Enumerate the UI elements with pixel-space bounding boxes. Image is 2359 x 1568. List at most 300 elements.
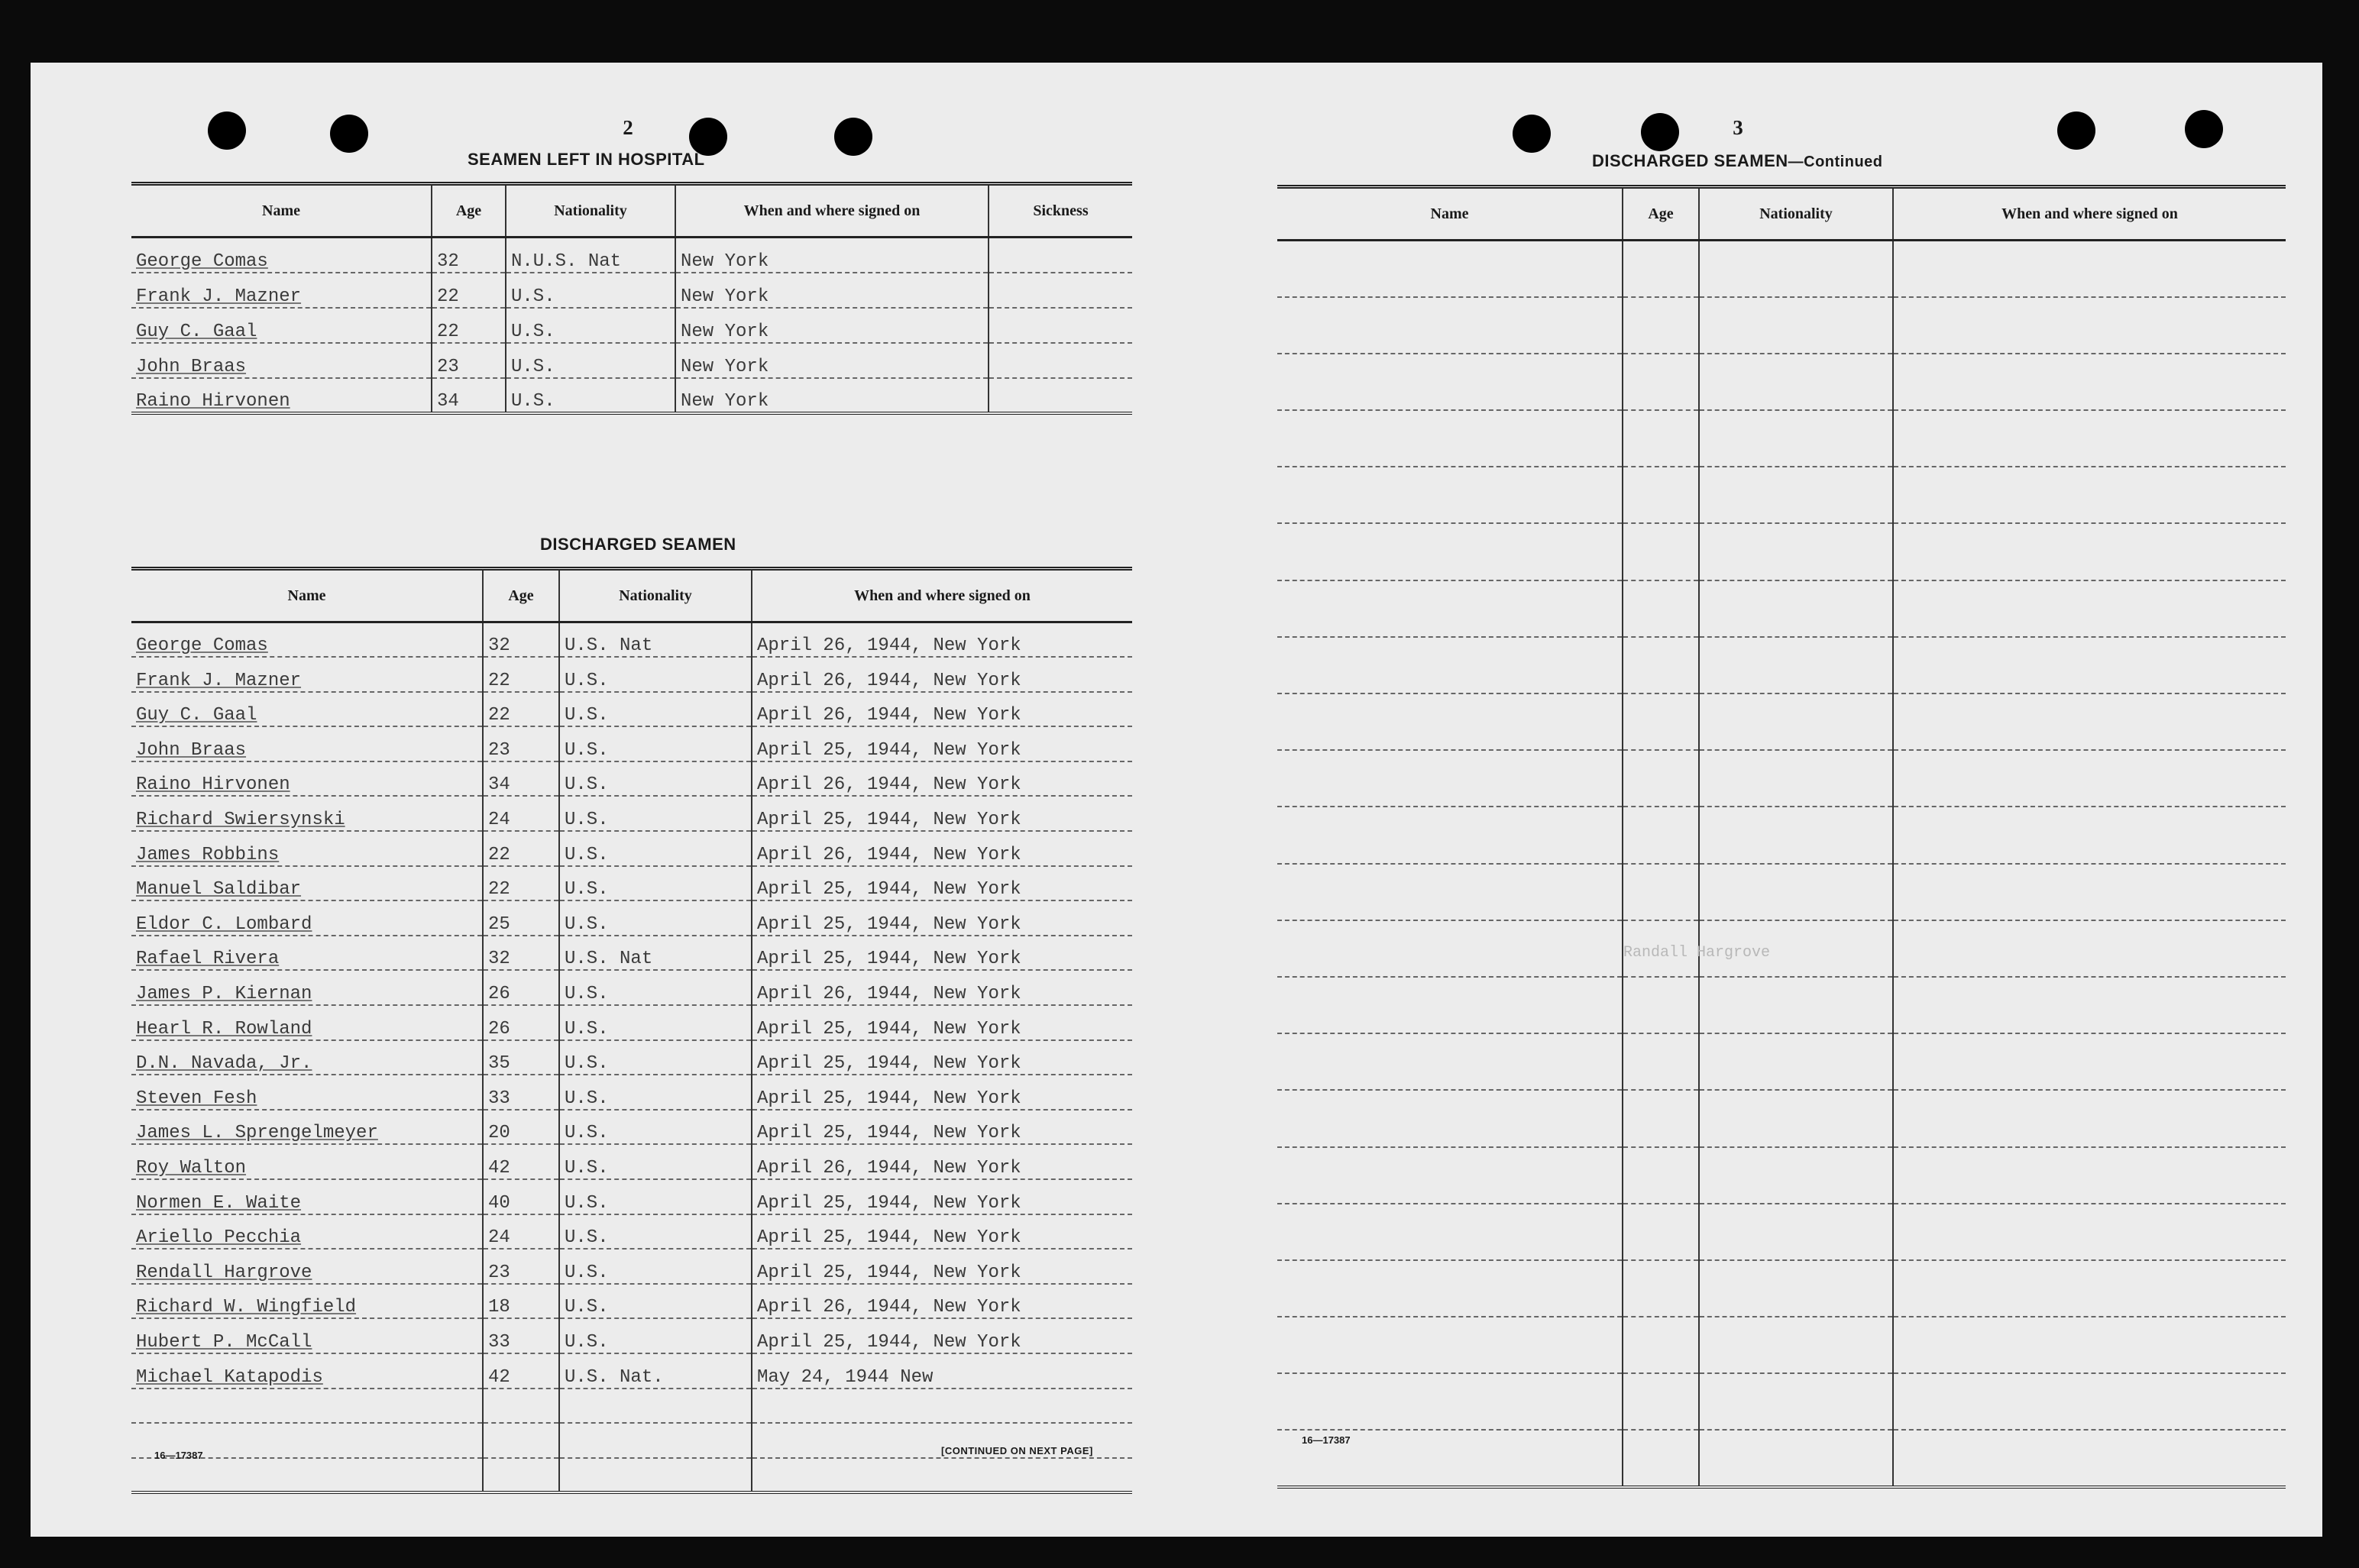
name-cell [1277,241,1623,297]
table-row [1277,977,2286,1033]
table-row [131,1005,1132,1040]
nationality-cell: U.S. [559,1214,752,1250]
signed-on-cell [1893,1147,2286,1204]
nationality-cell: U.S. [506,273,675,308]
name-cell: Manuel Saldibar [131,866,483,901]
column-header: Name [1277,187,1623,241]
signed-on-cell: New York [675,343,989,378]
age-cell: 34 [483,761,559,797]
age-cell: 32 [432,238,506,273]
nationality-cell: U.S. [559,657,752,692]
signed-on-cell [1893,750,2286,807]
column-header: Age [432,184,506,238]
nationality-cell: U.S. [559,1284,752,1319]
nationality-cell: U.S. Nat. [559,1353,752,1389]
column-header: Age [483,569,559,622]
signed-on-cell [1893,864,2286,920]
name-cell: James Robbins [131,831,483,866]
discharged-header-row [131,569,1132,622]
punch-hole [208,112,246,150]
name-cell: Roy Walton [131,1144,483,1179]
continued-table [1277,185,2286,1489]
table-row [131,970,1132,1005]
signed-on-cell: April 26, 1944, New York [752,657,1132,692]
name-cell [1277,354,1623,410]
name-cell [1277,467,1623,523]
nationality-cell [1699,693,1893,750]
nationality-cell [559,1423,752,1458]
age-cell: 32 [483,936,559,971]
column-header: Name [131,569,483,622]
age-cell [483,1423,559,1458]
name-cell: Raino Hirvonen [131,378,432,413]
nationality-cell [1699,241,1893,297]
table-row [1277,241,2286,297]
name-cell [1277,1260,1623,1317]
age-cell: 20 [483,1110,559,1145]
signed-on-cell: April 25, 1944, New York [752,1179,1132,1214]
signed-on-cell [1893,1430,2286,1486]
signed-on-cell: April 26, 1944, New York [752,692,1132,727]
nationality-cell [1699,864,1893,920]
nationality-cell [1699,1033,1893,1090]
table-row [131,1110,1132,1145]
table-row [131,1144,1132,1179]
name-cell [1277,637,1623,693]
crew-list-sheet [31,63,2322,1537]
nationality-cell: U.S. [559,866,752,901]
signed-on-cell: April 25, 1944, New York [752,1318,1132,1353]
nationality-cell: U.S. [559,692,752,727]
punch-hole [834,118,872,156]
punch-hole [2185,110,2223,148]
age-cell [483,1389,559,1424]
column-header: Nationality [1699,187,1893,241]
table-row [1277,750,2286,807]
table-row [1277,410,2286,467]
age-cell [1623,750,1699,807]
table-row [1277,807,2286,863]
table-row [131,1318,1132,1353]
nationality-cell [1699,297,1893,354]
age-cell [1623,693,1699,750]
table-row [1277,1090,2286,1146]
signed-on-cell: April 25, 1944, New York [752,796,1132,831]
age-cell [1623,467,1699,523]
age-cell: 23 [432,343,506,378]
sickness-cell [989,343,1132,378]
signed-on-cell: April 26, 1944, New York [752,761,1132,797]
punch-hole [330,115,368,153]
sickness-cell [989,273,1132,308]
age-cell: 35 [483,1040,559,1075]
form-code: 16—17387 [1302,1434,1351,1446]
age-cell: 23 [483,1249,559,1284]
signed-on-cell: April 25, 1944, New York [752,1110,1132,1145]
nationality-cell: U.S. [559,761,752,797]
nationality-cell: U.S. [559,1179,752,1214]
signed-on-cell: New York [675,378,989,413]
table-row [1277,467,2286,523]
nationality-cell [1699,750,1893,807]
signed-on-cell: April 25, 1944, New York [752,866,1132,901]
table-row [1277,1260,2286,1317]
table-row [131,238,1132,273]
hospital-table [131,182,1132,415]
age-cell: 42 [483,1353,559,1389]
signed-on-cell [1893,1204,2286,1260]
name-cell: George Comas [131,238,432,273]
sickness-cell [989,378,1132,413]
name-cell: Frank J. Mazner [131,273,432,308]
signed-on-cell: New York [675,273,989,308]
name-cell: Raino Hirvonen [131,761,483,797]
name-cell [1277,1033,1623,1090]
signed-on-cell [752,1389,1132,1424]
signed-on-cell [1893,467,2286,523]
table-row [131,1249,1132,1284]
nationality-cell: U.S. [559,900,752,936]
punch-hole [1513,115,1551,153]
table-row [1277,1430,2286,1486]
table-row [1277,297,2286,354]
nationality-cell [559,1458,752,1493]
signed-on-cell: April 25, 1944, New York [752,1214,1132,1250]
age-cell [1623,241,1699,297]
signed-on-cell: May 24, 1944 New [752,1353,1132,1389]
signed-on-cell: April 25, 1944, New York [752,1040,1132,1075]
nationality-cell: U.S. [559,1144,752,1179]
table-row [131,936,1132,971]
name-cell: John Braas [131,343,432,378]
age-cell: 18 [483,1284,559,1319]
age-cell: 22 [432,308,506,343]
age-cell: 32 [483,622,559,658]
age-cell [483,1458,559,1493]
form-code: 16—17387 [154,1450,203,1461]
table-row [131,1353,1132,1389]
nationality-cell: U.S. [559,1318,752,1353]
age-cell [1623,580,1699,637]
table-row [131,1214,1132,1250]
table-row [131,831,1132,866]
name-cell: Normen E. Waite [131,1179,483,1214]
page-number: 2 [623,116,633,139]
name-cell: John Braas [131,726,483,761]
name-cell: George Comas [131,622,483,658]
nationality-cell [1699,1204,1893,1260]
nationality-cell: U.S. [559,1040,752,1075]
age-cell: 26 [483,970,559,1005]
name-cell: Richard Swiersynski [131,796,483,831]
punch-hole [1641,113,1679,151]
nationality-cell: U.S. [506,308,675,343]
signed-on-cell [1893,1033,2286,1090]
table-row [131,378,1132,413]
age-cell: 26 [483,1005,559,1040]
page-number: 3 [1733,116,1743,139]
table-row [1277,693,2286,750]
continued-header-row [1277,187,2286,241]
continued-note: [CONTINUED ON NEXT PAGE] [941,1445,1093,1456]
name-cell: Rafael Rivera [131,936,483,971]
column-header: When and where signed on [752,569,1132,622]
name-cell: Rendall Hargrove [131,1249,483,1284]
table-row [131,692,1132,727]
name-cell [1277,920,1623,977]
table-row [131,343,1132,378]
name-cell: Guy C. Gaal [131,308,432,343]
signed-on-cell [1893,920,2286,977]
signed-on-cell [1893,637,2286,693]
signed-on-cell: April 25, 1944, New York [752,726,1132,761]
signed-on-cell: April 25, 1944, New York [752,1075,1132,1110]
table-row [1277,864,2286,920]
age-cell [1623,410,1699,467]
age-cell [1623,1430,1699,1486]
table-row [1277,523,2286,580]
nationality-cell: U.S. [559,1249,752,1284]
signed-on-cell: April 26, 1944, New York [752,1284,1132,1319]
signed-on-cell [1893,580,2286,637]
table-row [131,900,1132,936]
column-header: When and where signed on [1893,187,2286,241]
title-suffix: —Continued [1788,154,1883,170]
discharged-rows [131,622,1132,1493]
age-cell: 23 [483,726,559,761]
age-cell [1623,977,1699,1033]
name-cell: Hearl R. Rowland [131,1005,483,1040]
age-cell [1623,1147,1699,1204]
name-cell: Michael Katapodis [131,1353,483,1389]
nationality-cell [1699,977,1893,1033]
age-cell [1623,1317,1699,1373]
table-row [131,796,1132,831]
name-cell [1277,1317,1623,1373]
title-main: DISCHARGED SEAMEN [1592,151,1788,170]
name-cell: Hubert P. McCall [131,1318,483,1353]
age-cell [1623,637,1699,693]
age-cell: 24 [483,1214,559,1250]
column-header: Age [1623,187,1699,241]
table-row [131,726,1132,761]
table-row [1277,1033,2286,1090]
name-cell [1277,297,1623,354]
hospital-section-title: SEAMEN LEFT IN HOSPITAL [468,150,705,169]
name-cell: Eldor C. Lombard [131,900,483,936]
signed-on-cell: April 26, 1944, New York [752,970,1132,1005]
name-cell: James L. Sprengelmeyer [131,1110,483,1145]
signed-on-cell [1893,354,2286,410]
signed-on-cell [1893,977,2286,1033]
age-cell: 33 [483,1075,559,1110]
name-cell [1277,693,1623,750]
nationality-cell [1699,1317,1893,1373]
age-cell [1623,1033,1699,1090]
sickness-cell [989,308,1132,343]
table-row [1277,1204,2286,1260]
age-cell [1623,807,1699,863]
table-row [1277,1373,2286,1430]
nationality-cell [1699,523,1893,580]
discharged-table [131,567,1132,1494]
signed-on-cell: April 26, 1944, New York [752,1144,1132,1179]
name-cell [1277,864,1623,920]
nationality-cell [1699,410,1893,467]
hospital-header-row [131,184,1132,238]
name-cell [1277,807,1623,863]
column-header: Nationality [506,184,675,238]
nationality-cell: U.S. Nat [559,936,752,971]
table-row [1277,920,2286,977]
table-row [131,273,1132,308]
column-header: When and where signed on [675,184,989,238]
nationality-cell [1699,1430,1893,1486]
name-cell [1277,1373,1623,1430]
nationality-cell [559,1389,752,1424]
table-row [131,657,1132,692]
right-page [1222,63,2307,1537]
nationality-cell: U.S. [506,378,675,413]
table-row [131,866,1132,901]
bleed-through-text: Randall Hargrove [1623,944,1771,962]
signed-on-cell: April 25, 1944, New York [752,936,1132,971]
table-row [131,1179,1132,1214]
age-cell: 22 [483,692,559,727]
signed-on-cell: April 25, 1944, New York [752,900,1132,936]
nationality-cell: U.S. [559,1110,752,1145]
age-cell [1623,1373,1699,1430]
name-cell [1277,1147,1623,1204]
table-row [131,1458,1132,1493]
age-cell: 22 [432,273,506,308]
table-row [1277,580,2286,637]
nationality-cell: U.S. [559,1005,752,1040]
age-cell: 33 [483,1318,559,1353]
age-cell [1623,864,1699,920]
nationality-cell: N.U.S. Nat [506,238,675,273]
signed-on-cell: April 26, 1944, New York [752,622,1132,658]
hospital-rows [131,238,1132,413]
nationality-cell: U.S. [559,831,752,866]
name-cell [131,1458,483,1493]
age-cell: 22 [483,657,559,692]
age-cell [1623,1260,1699,1317]
signed-on-cell: New York [675,238,989,273]
age-cell: 34 [432,378,506,413]
name-cell [131,1389,483,1424]
continued-rows [1277,241,2286,1487]
signed-on-cell: New York [675,308,989,343]
name-cell: Ariello Pecchia [131,1214,483,1250]
nationality-cell [1699,1260,1893,1317]
signed-on-cell [1893,241,2286,297]
sickness-cell [989,238,1132,273]
signed-on-cell [1893,1260,2286,1317]
age-cell: 42 [483,1144,559,1179]
name-cell: Guy C. Gaal [131,692,483,727]
name-cell [1277,750,1623,807]
age-cell [1623,354,1699,410]
signed-on-cell: April 25, 1944, New York [752,1005,1132,1040]
nationality-cell [1699,354,1893,410]
age-cell [1623,1090,1699,1146]
table-row [131,761,1132,797]
nationality-cell [1699,580,1893,637]
nationality-cell [1699,1147,1893,1204]
column-header: Nationality [559,569,752,622]
name-cell [1277,580,1623,637]
column-header: Sickness [989,184,1132,238]
signed-on-cell [1893,410,2286,467]
nationality-cell: U.S. [559,970,752,1005]
age-cell: 25 [483,900,559,936]
signed-on-cell [1893,807,2286,863]
table-row [1277,1317,2286,1373]
signed-on-cell: April 26, 1944, New York [752,831,1132,866]
column-header: Name [131,184,432,238]
signed-on-cell: April 25, 1944, New York [752,1249,1132,1284]
age-cell [1623,297,1699,354]
nationality-cell: U.S. [559,726,752,761]
signed-on-cell [1893,1317,2286,1373]
signed-on-cell [1893,693,2286,750]
left-page [93,63,1163,1537]
nationality-cell [1699,1090,1893,1146]
age-cell: 22 [483,866,559,901]
signed-on-cell [1893,1090,2286,1146]
table-row [1277,1147,2286,1204]
nationality-cell: U.S. Nat [559,622,752,658]
name-cell: D.N. Navada, Jr. [131,1040,483,1075]
age-cell [1623,1204,1699,1260]
age-cell: 40 [483,1179,559,1214]
discharged-continued-title [1592,151,1883,171]
table-row [131,622,1132,658]
name-cell: Richard W. Wingfield [131,1284,483,1319]
name-cell [1277,523,1623,580]
name-cell [1277,410,1623,467]
name-cell [1277,1204,1623,1260]
name-cell: James P. Kiernan [131,970,483,1005]
table-row [131,1284,1132,1319]
nationality-cell [1699,467,1893,523]
table-row [1277,354,2286,410]
punch-hole [2057,112,2095,150]
nationality-cell: U.S. [559,1075,752,1110]
table-row [131,308,1132,343]
signed-on-cell [752,1458,1132,1493]
signed-on-cell [1893,1373,2286,1430]
table-row [131,1389,1132,1424]
nationality-cell: U.S. [559,796,752,831]
name-cell: Steven Fesh [131,1075,483,1110]
name-cell [1277,1090,1623,1146]
name-cell: Frank J. Mazner [131,657,483,692]
signed-on-cell [1893,523,2286,580]
discharged-section-title: DISCHARGED SEAMEN [540,535,736,554]
table-row [131,1075,1132,1110]
nationality-cell [1699,637,1893,693]
name-cell [1277,977,1623,1033]
age-cell: 24 [483,796,559,831]
nationality-cell: U.S. [506,343,675,378]
table-row [131,1040,1132,1075]
age-cell [1623,523,1699,580]
age-cell: 22 [483,831,559,866]
nationality-cell [1699,1373,1893,1430]
nationality-cell [1699,807,1893,863]
